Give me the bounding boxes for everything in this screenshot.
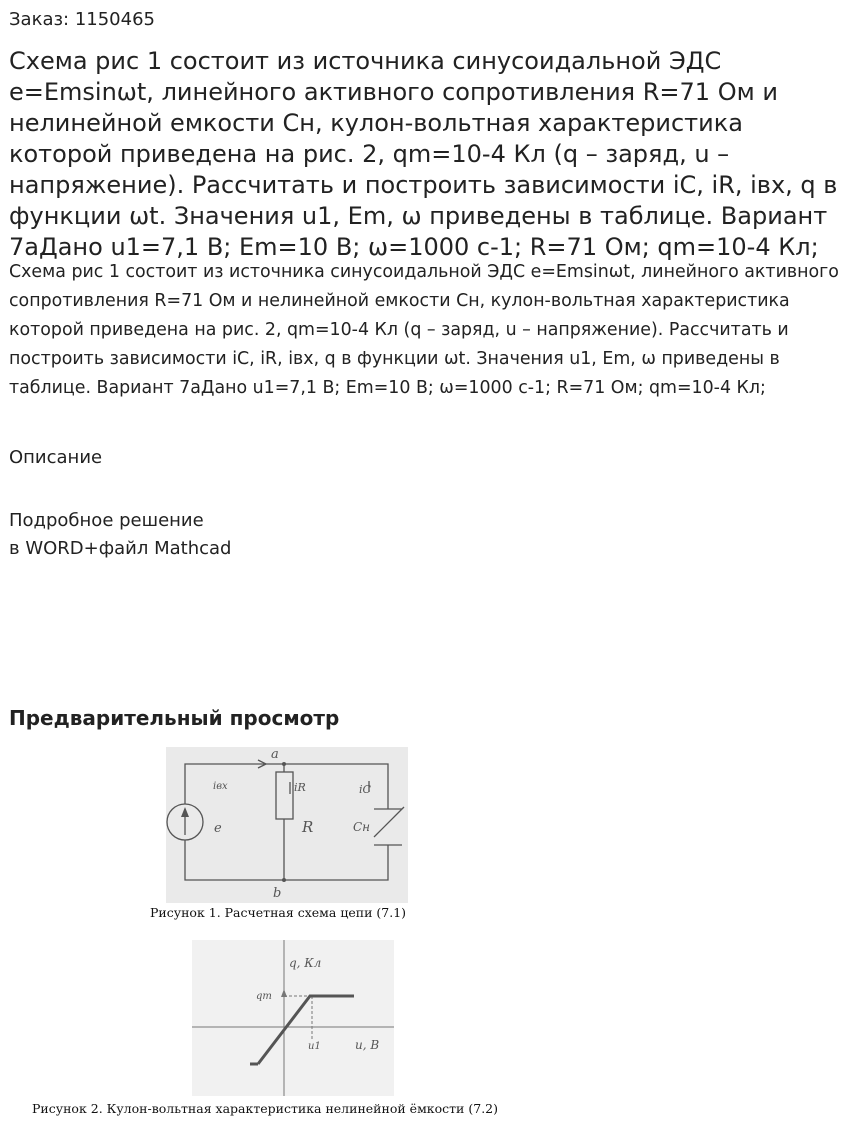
node-a-label: a	[271, 747, 279, 762]
capacitor-current-label: iC	[359, 783, 371, 796]
u-axis-label: u, В	[355, 1038, 380, 1052]
page-title: Схема рис 1 состоит из источника синусоидальной ЭДС e=Emsinωt, линейного активного сопротивления R=71 Ом и нелинейной емкости Cн, кулон-вольтная характеристика которой приведена на рис. 2, qm=10-4 Кл (q – заряд, u – напряжение). Рассчитать и построить зависимости iC, iR, iвх, q в функции ωt. Значения u1, Em, ω приведены в таблице. Вариант 7аДано u1=7,1 В; Em=10 В; ω=1000 с-1; R=71 Ом; qm=10-4 Кл;	[9, 47, 838, 261]
solution-info	[9, 507, 231, 563]
characteristic-figure	[192, 940, 394, 1096]
qm-label: qm	[256, 991, 272, 1002]
order-number: Заказ: 1150465	[9, 9, 155, 30]
figure-1-caption: Рисунок 1. Расчетная схема цепи (7.1)	[150, 905, 407, 920]
solution-line-2: в WORD+файл Mathcad	[9, 538, 232, 559]
resistor-current-label: iR	[294, 781, 306, 794]
description-label: Описание	[9, 447, 103, 468]
emf-label: e	[214, 821, 222, 836]
circuit-diagram	[166, 747, 408, 903]
preview-heading: Предварительный просмотр	[9, 706, 340, 730]
node-b-label: b	[273, 886, 282, 901]
q-axis-label: q, Кл	[289, 956, 322, 970]
input-current-label: iвх	[213, 781, 228, 792]
circuit-figure	[166, 747, 408, 903]
solution-line-1: Подробное решение	[9, 510, 204, 531]
resistor-label: R	[302, 818, 314, 836]
figure-2-caption: Рисунок 2. Кулон-вольтная характеристика нелинейной ёмкости (7.2)	[32, 1101, 498, 1116]
capacitor-label: Cн	[353, 820, 371, 834]
task-text: Схема рис 1 состоит из источника синусоидальной ЭДС e=Emsinωt, линейного активного сопротивления R=71 Ом и нелинейной емкости Cн, кулон-вольтная характеристика которой приведена на рис. 2, qm=10-4 Кл (q – заряд, u – напряжение). Рассчитать и построить зависимости iC, iR, iвх, q в функции ωt. Значения u1, Em, ω приведены в таблице. Вариант 7аДано u1=7,1 В; Em=10 В; ω=1000 с-1; R=71 Ом; qm=10-4 Кл;	[9, 262, 839, 398]
u1-label: u1	[308, 1041, 321, 1052]
coulomb-volt-graph	[192, 940, 394, 1096]
